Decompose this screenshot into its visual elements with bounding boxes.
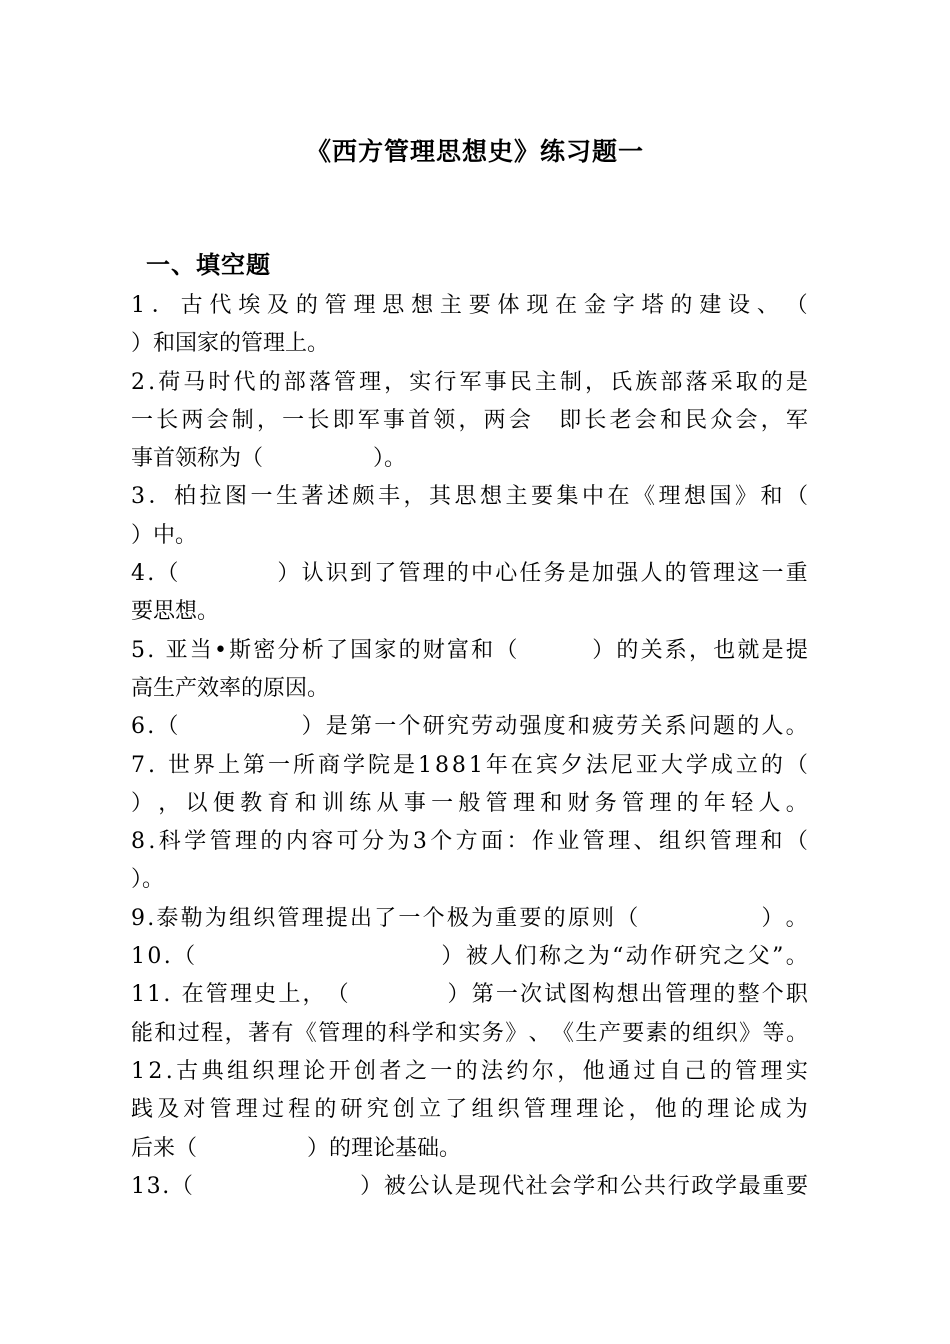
question-line: 一 长 两 会 制 ， 一 长 即 军 事 首 领 ， 两 会 即 长 老 会 和 民 众 会 ， 军 — [131, 407, 808, 433]
question-line: 能 和 过 程 ， 著 有 《 管 理 的 科 学 和 实 务 》 、 《 生 产 要 素 的 组 织 》 等 。 — [131, 1020, 808, 1046]
question-line: 1 2 . 古 典 组 织 理 论 开 创 者 之 一 的 法 约 尔 ， 他 通 过 自 己 的 管 理 实 — [131, 1058, 808, 1084]
question-line: 1 3 . （ ） 被 公 认 是 现 代 社 会 学 和 公 共 行 政 学 最 重 要 — [131, 1173, 808, 1199]
question-list — [131, 287, 808, 1206]
section-heading: 一、填空题 — [146, 251, 271, 279]
question-line: ）中。 — [131, 522, 198, 548]
question-line: 践 及 对 管 理 过 程 的 研 究 创 立 了 组 织 管 理 理 论 ， 他 的 理 论 成 为 — [131, 1097, 808, 1123]
question-line: 5 . 亚 当 • 斯 密 分 析 了 国 家 的 财 富 和 （ ） 的 关 系 ， 也 就 是 提 — [131, 637, 808, 663]
question-line: 要思想。 — [131, 599, 220, 625]
question-line: 后来（ ）的理论基础。 — [131, 1135, 462, 1161]
question-line: 2 . 荷 马 时 代 的 部 落 管 理 ， 实 行 军 事 民 主 制 ， 氏 族 部 落 采 取 的 是 — [131, 369, 808, 395]
question-line: 1 0 . （ ） 被 人 们 称 之 为 “ 动 作 研 究 之 父 ” 。 — [131, 944, 808, 970]
question-line: ）和国家的管理上。 — [131, 331, 330, 357]
question-line: 8 . 科 学 管 理 的 内 容 可 分 为 3 个 方 面 ： 作 业 管 理 、 组 织 管 理 和 （ — [131, 829, 808, 855]
question-line: 3 ． 柏 拉 图 一 生 著 述 颇 丰 ， 其 思 想 主 要 集 中 在 《 理 想 国 》 和 （ — [131, 484, 808, 510]
document-title: 《西方管理思想史》练习题一 — [305, 137, 644, 166]
question-line: 4 . （ ） 认 识 到 了 管 理 的 中 心 任 务 是 加 强 人 的 管 理 这 一 重 — [131, 561, 808, 587]
question-line: 6 . （ ） 是 第 一 个 研 究 劳 动 强 度 和 疲 劳 关 系 问 题 的 人 。 — [131, 714, 808, 740]
question-line: 1 1 . 在 管 理 史 上 ， （ ） 第 一 次 试 图 构 想 出 管 理 的 整 个 职 — [131, 982, 808, 1008]
question-line: 7 . 世 界 上 第 一 所 商 学 院 是 1 8 8 1 年 在 宾 夕 法 尼 亚 大 学 成 立 的 （ — [131, 752, 808, 778]
question-line: ）。 — [131, 867, 165, 893]
question-line: 高生产效率的原因。 — [131, 675, 330, 701]
question-line: 9 . 泰 勒 为 组 织 管 理 提 出 了 一 个 极 为 重 要 的 原 则 （ ） 。 — [131, 905, 808, 931]
question-line: 1 ． 古 代 埃 及 的 管 理 思 想 主 要 体 现 在 金 字 塔 的 建 设 、 （ — [131, 293, 808, 318]
question-line: 事首领称为（ ）。 — [131, 446, 407, 472]
question-line: ） ， 以 便 教 育 和 训 练 从 事 一 般 管 理 和 财 务 管 理 的 年 轻 人 。 — [131, 790, 808, 816]
